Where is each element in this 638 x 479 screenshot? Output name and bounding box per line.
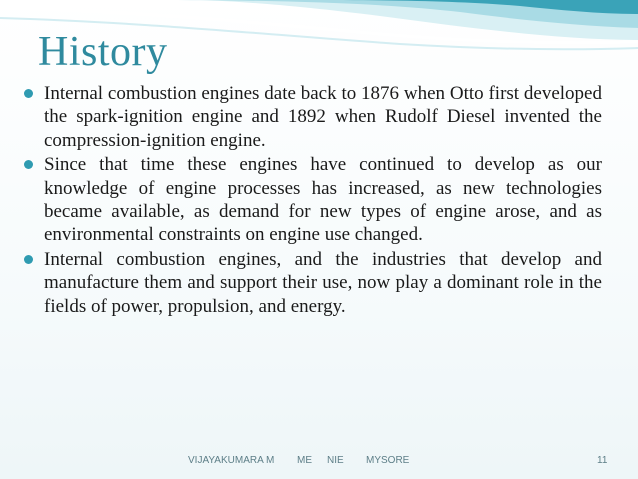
slide-title: History xyxy=(38,29,168,75)
bullet-dot-icon xyxy=(24,89,33,98)
bullet-text: Internal combustion engines date back to 1876 when Otto first developed the spark-ignition engine and 1892 when Rudolf Diesel invented the compression-ignition engine. xyxy=(44,83,602,151)
bullet-item xyxy=(24,153,602,247)
bullet-text: Internal combustion engines, and the industries that develop and manufacture them and support their use, now play a dominant role in the fields of power, propulsion, and energy. xyxy=(44,248,602,317)
footer-degree: ME xyxy=(297,455,312,466)
bullet-dot-icon xyxy=(24,160,33,169)
footer-author: VIJAYAKUMARA M xyxy=(188,455,275,466)
page-number: 11 xyxy=(597,455,608,466)
bullet-text: Since that time these engines have continued to develop as our knowledge of engine processes has increased, as new technologies became available, as demand for new types of engine arose, and as environmental constraints on engine use changed. xyxy=(44,154,602,246)
footer-city: MYSORE xyxy=(366,455,410,466)
bullet-dot-icon xyxy=(24,255,33,264)
bullet-item xyxy=(24,248,602,318)
bullet-list xyxy=(24,82,602,319)
slide-footer xyxy=(0,455,638,471)
bullet-item xyxy=(24,82,602,152)
footer-institute: NIE xyxy=(327,455,344,466)
